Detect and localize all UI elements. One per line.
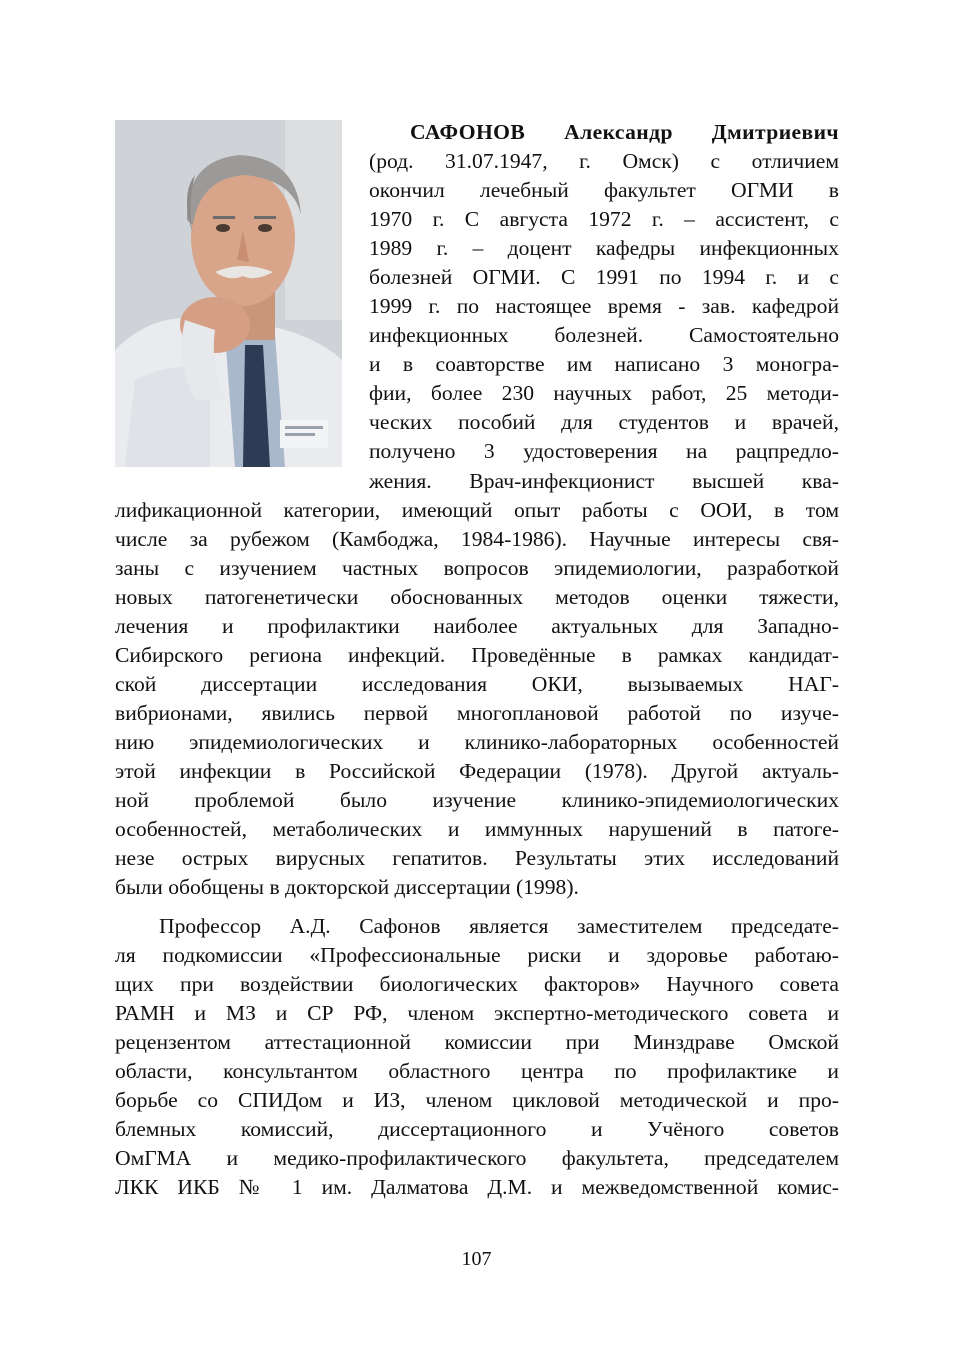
text-line: инфекционных болезней. Самостоятельно xyxy=(369,323,839,347)
text-line: ЛКК ИКБ № 1 им. Далматова Д.М. и межведомственной комис- xyxy=(115,1175,839,1199)
text-line: Сибирского региона инфекций. Проведённые в рамках кандидат- xyxy=(115,643,839,667)
text-line: нию эпидемиологических и клинико-лабораторных особенностей xyxy=(115,730,839,754)
page-number: 107 xyxy=(461,1248,492,1270)
text-line: окончил лечебный факультет ОГМИ в xyxy=(369,178,839,202)
text-line: новых патогенетически обоснованных методов оценки тяжести, xyxy=(115,585,839,609)
text-line: жения. Врач-инфекционист высшей ква- xyxy=(369,469,839,493)
portrait-photo xyxy=(115,120,342,467)
text-line: лечения и профилактики наиболее актуальных для Западно- xyxy=(115,614,839,638)
text-line: и в соавторстве им написано 3 моногра- xyxy=(369,352,839,376)
text-line: фии, более 230 научных работ, 25 методи- xyxy=(369,381,839,405)
text-line: блемных комиссий, диссертационного и Учёного советов xyxy=(115,1117,839,1141)
text-line: ной проблемой было изучение клинико-эпидемиологических xyxy=(115,788,839,812)
text-line: болезней ОГМИ. С 1991 по 1994 г. и с xyxy=(369,265,839,289)
text-line: (род. 31.07.1947, г. Омск) с отличием xyxy=(369,149,839,173)
text-line: 1970 г. С августа 1972 г. – ассистент, с xyxy=(369,207,839,231)
text-line: 1989 г. – доцент кафедры инфекционных xyxy=(369,236,839,260)
text-line: числе за рубежом (Камбоджа, 1984-1986). Научные интересы свя- xyxy=(115,527,839,551)
text-line: борьбе со СПИДом и ИЗ, членом цикловой методической и про- xyxy=(115,1088,839,1112)
text-line: щих при воздействии биологических факторов» Научного совета xyxy=(115,972,839,996)
text-line: рецензентом аттестационной комиссии при Минздраве Омской xyxy=(115,1030,839,1054)
text-line: РАМН и МЗ и СР РФ, членом экспертно-методического совета и xyxy=(115,1001,839,1025)
text-line: ской диссертации исследования ОКИ, вызываемых НАГ- xyxy=(115,672,839,696)
text-line: особенностей, метаболических и иммунных нарушений в патоге- xyxy=(115,817,839,841)
text-line: Профессор А.Д. Сафонов является заместителем председате- xyxy=(159,914,839,938)
text-line: этой инфекции в Российской Федерации (1978). Другой актуаль- xyxy=(115,759,839,783)
text-line: получено 3 удостоверения на рацпредло- xyxy=(369,439,839,463)
text-line: 1999 г. по настоящее время - зав. кафедрой xyxy=(369,294,839,318)
text-line: лификационной категории, имеющий опыт работы с ООИ, в том xyxy=(115,498,839,522)
text-line: ческих пособий для студентов и врачей, xyxy=(369,410,839,434)
text-line: ля подкомиссии «Профессиональные риски и здоровье работаю- xyxy=(115,943,839,967)
text-line: вибрионами, явились первой многоплановой работой по изуче- xyxy=(115,701,839,725)
text-line: заны с изучением частных вопросов эпидемиологии, разработкой xyxy=(115,556,839,580)
text-line: области, консультантом областного центра по профилактике и xyxy=(115,1059,839,1083)
biography-name: САФОНОВ Александр Дмитриевич xyxy=(410,120,839,144)
text-line: были обобщены в докторской диссертации (1998). xyxy=(115,875,579,899)
text-line: незе острых вирусных гепатитов. Результаты этих исследований xyxy=(115,846,839,870)
text-line: ОмГМА и медико-профилактического факультета, председателем xyxy=(115,1146,839,1170)
